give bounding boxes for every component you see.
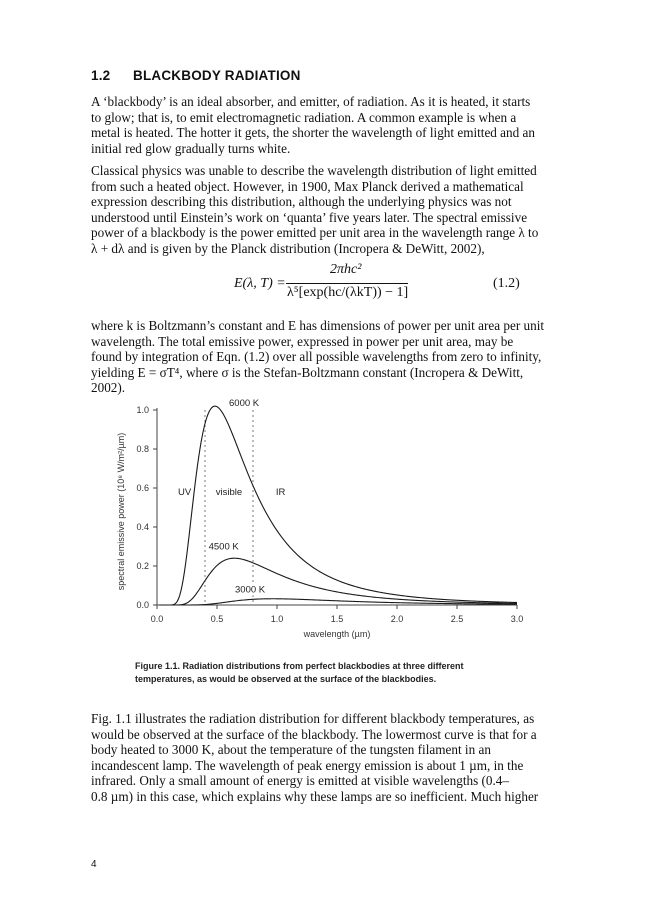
text-line: body heated to 3000 K, about the temperature of the tungsten filament in an xyxy=(91,742,491,758)
section-number: 1.2 xyxy=(91,68,111,83)
text-line: would be observed at the surface of the blackbody. The lowermost curve is that for a xyxy=(91,726,537,742)
y-axis-title: spectral emissive power (10⁸ W/m²/µm) xyxy=(116,432,126,591)
text-line: Fig. 1.1 illustrates the radiation distribution for different blackbody temperatures, as xyxy=(91,711,535,726)
x-tick-label: 2.5 xyxy=(450,614,464,624)
y-tick-label: 0.0 xyxy=(136,600,149,610)
x-tick-label: 3.0 xyxy=(510,614,524,624)
text-line: Classical physics was unable to describe the wavelength distribution of light emitted xyxy=(91,163,537,178)
series-label-6000k: 6000 K xyxy=(229,398,260,410)
section-heading xyxy=(91,68,301,83)
figure-blackbody-chart xyxy=(112,398,550,653)
x-tick-label: 2.0 xyxy=(390,614,404,624)
text-line: infrared. Only a small amount of energy is emitted at visible wavelengths (0.4– xyxy=(91,773,509,789)
equation-number: (1.2) xyxy=(493,276,520,291)
text-line: wavelength. The total emissive power, expressed in power per unit area, may be xyxy=(91,333,514,349)
text-line: found by integration of Eqn. (1.2) over all possible wavelengths from zero to infinity, xyxy=(91,349,542,365)
caption-line: temperatures, as would be observed at the surface of the blackbodies. xyxy=(135,673,437,684)
section-title: BLACKBODY RADIATION xyxy=(133,68,301,83)
x-tick-label: 0.5 xyxy=(210,614,224,624)
equation-lhs: E(λ, T) = xyxy=(234,276,286,291)
text-line: 0.8 µm) in this case, which explains why these lamps are so inefficient. Much higher xyxy=(91,788,539,804)
region-label-ir: IR xyxy=(275,486,286,498)
paragraph-planck-history xyxy=(91,163,563,257)
text-line: incandescent lamp. The wavelength of peak energy emission is about 1 µm, in the xyxy=(91,757,524,773)
text-line: from such a heated object. However, in 1900, Max Planck derived a mathematical xyxy=(91,178,524,194)
text-line: power of a blackbody is the power emitted per unit area in the wavelength range λ to xyxy=(91,225,539,241)
planck-equation xyxy=(0,262,660,312)
figure-caption xyxy=(135,660,555,685)
text-line: where k is Boltzmann’s constant and E has dimensions of power per unit area per unit xyxy=(91,318,545,333)
x-tick-label: 1.5 xyxy=(330,614,344,624)
visible-band-lines xyxy=(205,410,253,605)
paragraph-figure-discussion xyxy=(91,711,563,805)
equation-numerator: 2πhc² xyxy=(330,262,362,277)
caption-line: Figure 1.1. Radiation distributions from perfect blackbodies at three different xyxy=(135,661,464,671)
page-number: 4 xyxy=(91,859,97,870)
series-label-3000k: 3000 K xyxy=(235,584,266,596)
text-line: expression describing this distribution, although the underlying physics was not xyxy=(91,194,512,210)
fraction-bar xyxy=(286,283,408,284)
x-axis-title: wavelength (µm) xyxy=(303,629,371,639)
text-line: understood until Einstein’s work on ‘quanta’ five years later. The spectral emissive xyxy=(91,209,528,225)
y-tick-label: 0.4 xyxy=(136,522,149,532)
text-line: initial red glow gradually turns white. xyxy=(91,140,291,156)
text-line: 2002). xyxy=(91,380,126,396)
y-tick-label: 0.8 xyxy=(136,444,149,454)
chart-curves xyxy=(159,406,517,605)
equation-denominator: λ⁵[exp(hc/(λkT)) − 1] xyxy=(287,285,409,300)
paragraph-blackbody-intro xyxy=(91,94,563,156)
y-tick-label: 1.0 xyxy=(136,405,149,415)
region-label-uv: UV xyxy=(177,486,192,498)
region-label-visible: visible xyxy=(215,486,243,498)
paragraph-stefan-boltzmann xyxy=(91,318,563,396)
x-tick-label: 1.0 xyxy=(270,614,284,624)
curve-4500k xyxy=(159,558,517,605)
y-tick-label: 0.6 xyxy=(136,483,149,493)
y-tick-label: 0.2 xyxy=(136,561,149,571)
text-line: A ‘blackbody’ is an ideal absorber, and emitter, of radiation. As it is heated, it starts xyxy=(91,94,531,109)
text-line: metal is heated. The hotter it gets, the shorter the wavelength of light emitted and an xyxy=(91,125,535,141)
text-line: λ + dλ and is given by the Planck distribution (Incropera & DeWitt, 2002), xyxy=(91,240,485,256)
text-line: to glow; that is, to emit electromagnetic radiation. A common example is when a xyxy=(91,109,517,125)
curve-6000k xyxy=(159,406,517,605)
series-label-4500k: 4500 K xyxy=(208,541,239,553)
x-tick-label: 0.0 xyxy=(150,614,164,624)
chart-svg xyxy=(112,398,550,653)
text-line: yielding E = σT⁴, where σ is the Stefan-Boltzmann constant (Incropera & DeWitt, xyxy=(91,364,524,380)
